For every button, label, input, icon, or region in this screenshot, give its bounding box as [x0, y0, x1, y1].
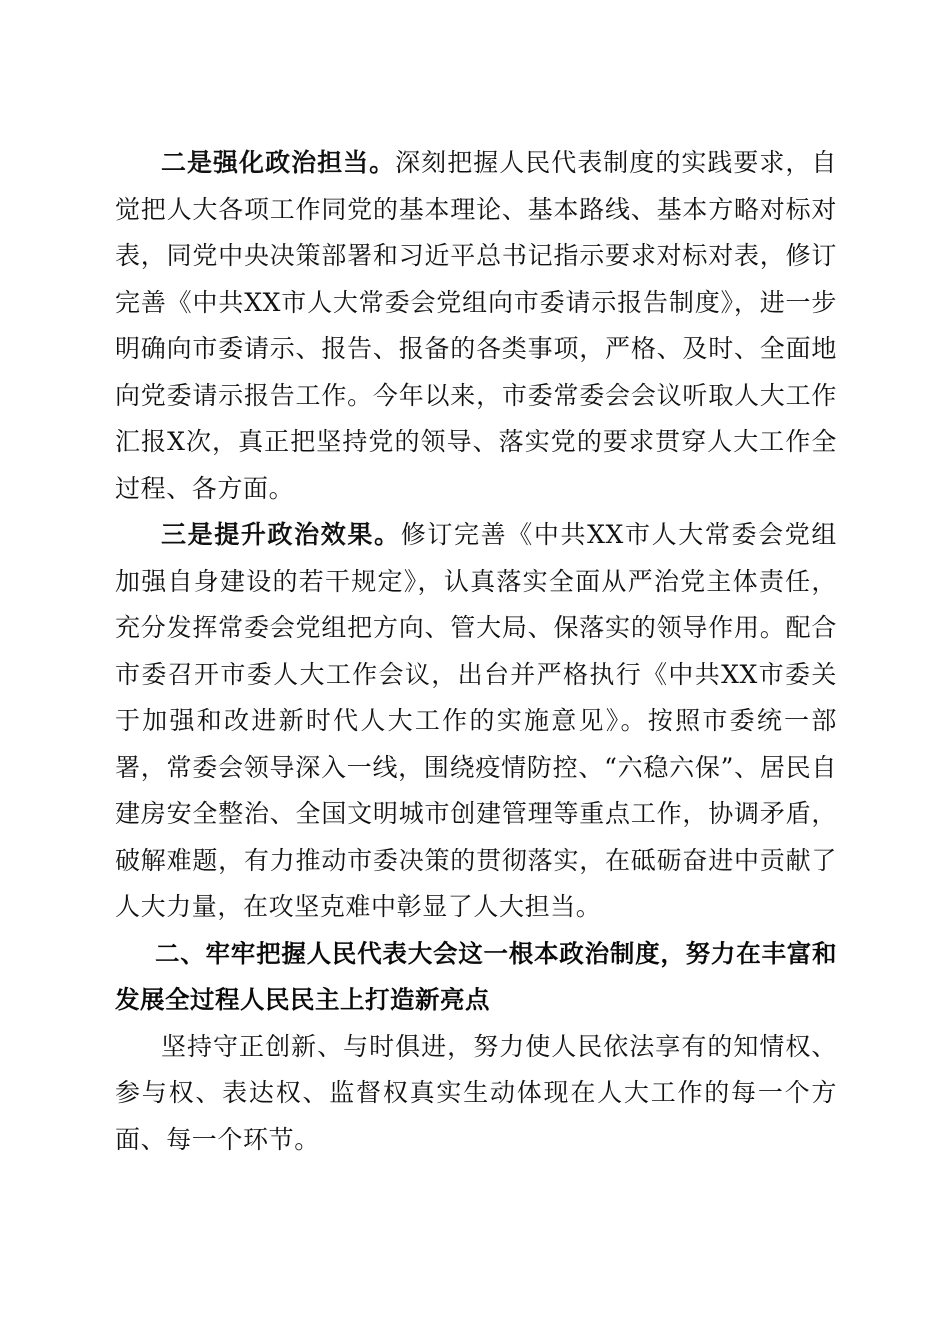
paragraph-closing: 坚持守正创新、与时俱进，努力使人民依法享有的知情权、参与权、表达权、监督权真实生动体现在人大工作的每一个方面、每一个环节。	[115, 1031, 837, 1154]
paragraph-political-effect	[115, 512, 837, 931]
paragraph-lead: 二是强化政治担当。	[161, 148, 396, 177]
paragraph-lead: 三是提升政治效果。	[161, 520, 401, 549]
paragraph-text: 修订完善《中共XX市人大常委会党组加强自身建设的若干规定》，认真落实全面从严治党主体责任，充分发挥常委会党组把方向、管大局、保落实的领导作用。配合市委召开市委人大工作会议，出台并严格执行《中共XX市委关于加强和改进新时代人大工作的实施意见》。按照市委统一部署，常委会领导深入一线，围绕疫情防控、“六稳六保”、居民自建房安全整治、全国文明城市创建管理等重点工作，协调矛盾，破解难题，有力推动市委决策的贯彻落实，在砥砺奋进中贡献了人大力量，在攻坚克难中彰显了人大担当。	[115, 520, 837, 921]
document-body	[115, 140, 837, 1163]
paragraph-political-responsibility	[115, 140, 837, 512]
section-heading: 二、牢牢把握人民代表大会这一根本政治制度，努力在丰富和发展全过程人民民主上打造新亮点	[115, 938, 837, 1014]
paragraph-text: 深刻把握人民代表制度的实践要求，自觉把人大各项工作同党的基本理论、基本路线、基本方略对标对表，同党中央决策部署和习近平总书记指示要求对标对表，修订完善《中共XX市人大常委会党组向市委请示报告制度》，进一步明确向市委请示、报告、报备的各类事项，严格、及时、全面地向党委请示报告工作。今年以来，市委常委会会议听取人大工作汇报X次，真正把坚持党的领导、落实党的要求贯穿人大工作全过程、各方面。	[115, 148, 838, 503]
